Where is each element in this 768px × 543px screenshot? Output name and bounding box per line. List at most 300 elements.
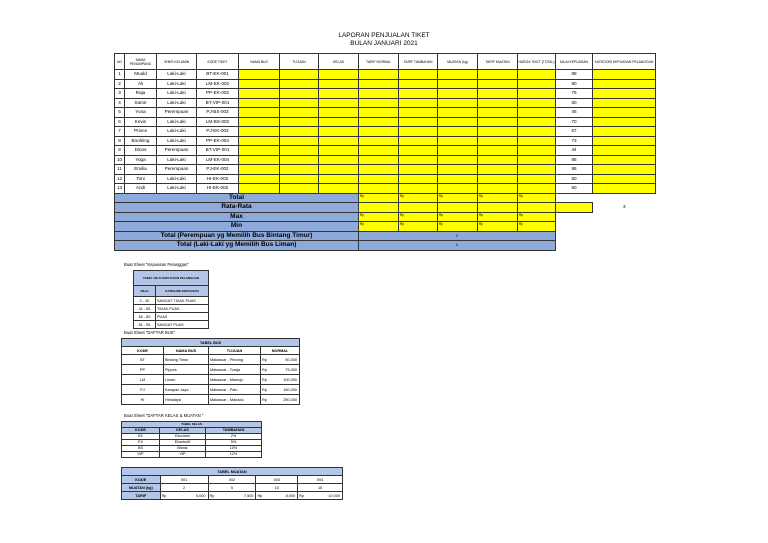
row-nilai-kepuasan: 88 [556, 70, 593, 80]
bus-tujuan: Makassar - Toraja [209, 365, 261, 375]
yellow-cell [239, 98, 280, 108]
bus-normal: 150,000 [271, 385, 300, 395]
yellow-cell [399, 127, 438, 137]
yellow-cell [239, 174, 280, 184]
yellow-cell [280, 174, 319, 184]
table-header-row [115, 54, 656, 70]
yellow-cell [438, 203, 478, 213]
table-row [115, 117, 656, 127]
kelas-kode: EX [122, 440, 160, 446]
bus-tujuan: Makassar - Manado [209, 395, 261, 405]
yellow-cell [399, 117, 438, 127]
bus-rp: Rp [261, 355, 271, 365]
yellow-cell [280, 79, 319, 89]
row-kategori-kepuasan [593, 70, 656, 80]
rp-cell: Rp [518, 222, 556, 232]
bus-nama: Liman [164, 375, 209, 385]
rp-cell: Rp [399, 222, 438, 232]
yellow-cell [399, 165, 438, 175]
column-header: KODE TIKET [197, 54, 239, 70]
kepuasan-nilai: 81 - 95 [134, 321, 156, 329]
summary-perempuan-row [115, 231, 656, 241]
yellow-cell [399, 70, 438, 80]
row-kode-tiket: LM-EK-004 [197, 155, 239, 165]
yellow-cell [478, 117, 518, 127]
bus-header-tujuan: TUJUAN [209, 347, 261, 355]
row-no: 2 [115, 79, 125, 89]
yellow-cell [319, 174, 359, 184]
row-kode-tiket: LM-BS-002 [197, 117, 239, 127]
yellow-cell [359, 155, 399, 165]
summary-total-row [115, 193, 656, 203]
muatan-tarif: 8,000 [266, 492, 297, 500]
row-kategori-kepuasan [593, 108, 656, 118]
yellow-cell [359, 79, 399, 89]
muatan-table [121, 467, 343, 500]
bus-nama: Bintang Timur [164, 355, 209, 365]
yellow-cell [239, 165, 280, 175]
row-kode-tiket: PJ-EK-003 [197, 127, 239, 137]
yellow-cell [478, 155, 518, 165]
muatan-rp: Rp [256, 492, 266, 500]
empty-cell [593, 241, 656, 251]
yellow-cell [239, 108, 280, 118]
yellow-cell [359, 127, 399, 137]
yellow-cell [239, 136, 280, 146]
kelas-nama: Bisnis [160, 446, 206, 452]
yellow-cell [438, 98, 478, 108]
bus-normal: 75,000 [271, 365, 300, 375]
yellow-cell [359, 108, 399, 118]
yellow-cell [478, 174, 518, 184]
bus-table [121, 338, 300, 405]
report-title: LAPORAN PENJUALAN TIKET [338, 32, 430, 39]
row-nama: Raja [125, 89, 157, 99]
bus-rp: Rp [261, 395, 271, 405]
yellow-cell [280, 136, 319, 146]
row-jenis-kelamin: Laki-Laki [157, 98, 197, 108]
yellow-cell [359, 89, 399, 99]
yellow-cell [478, 203, 518, 213]
yellow-cell [239, 89, 280, 99]
bus-nama: Pippos [164, 365, 209, 375]
row-nilai-kepuasan: 75 [556, 89, 593, 99]
yellow-cell [438, 184, 478, 194]
yellow-cell [478, 70, 518, 80]
bus-normal: 250,000 [271, 395, 300, 405]
column-header: NILAI KEPUASAN [556, 54, 593, 70]
note-daftar-bus: Buat Sheet "DAFTAR BUS" [124, 330, 176, 335]
yellow-cell [399, 79, 438, 89]
yellow-cell [518, 70, 556, 80]
column-header: NO [115, 54, 125, 70]
kepuasan-nilai: 0 - 40 [134, 297, 156, 305]
yellow-cell [239, 184, 280, 194]
table-row [115, 127, 656, 137]
row-nama: Samir [125, 98, 157, 108]
rp-cell: Rp [359, 193, 399, 203]
empty-cell [593, 222, 656, 232]
table-row [115, 89, 656, 99]
summary-perempuan-label: Total (Perempuan yg Memilih Bus Bintang Timur) [115, 231, 359, 241]
row-kategori-kepuasan [593, 174, 656, 184]
yellow-cell [478, 184, 518, 194]
table-row [115, 70, 656, 80]
row-no: 8 [115, 136, 125, 146]
row-nama: Ali [125, 79, 157, 89]
kepuasan-nilai: 66 - 80 [134, 313, 156, 321]
kelas-header-tambahan: TAMBAHAN [206, 428, 262, 434]
row-no: 10 [115, 155, 125, 165]
row-no: 13 [115, 184, 125, 194]
yellow-cell [438, 70, 478, 80]
column-header: NAMA PENUMPANG [125, 54, 157, 70]
yellow-cell [280, 165, 319, 175]
row-kode-tiket: LM-EK-002 [197, 79, 239, 89]
row-nama: Emilia [125, 165, 157, 175]
bus-header-normal: NORMAL [261, 347, 300, 355]
row-kategori-kepuasan [593, 136, 656, 146]
yellow-cell [319, 98, 359, 108]
yellow-cell [518, 127, 556, 137]
yellow-cell [280, 127, 319, 137]
summary-max-row [115, 212, 656, 222]
rp-cell: Rp [438, 212, 478, 222]
empty-cell [556, 241, 593, 251]
row-kategori-kepuasan [593, 155, 656, 165]
muatan-kg: 10 [256, 484, 298, 492]
summary-min-row [115, 222, 656, 232]
row-nama: Prince [125, 127, 157, 137]
kelas-tambahan: 5% [206, 440, 262, 446]
bus-tujuan: Makassar - Palu [209, 385, 261, 395]
yellow-cell [319, 165, 359, 175]
table-row [115, 98, 656, 108]
yellow-cell [239, 155, 280, 165]
kelas-nama: Eksekutif [160, 440, 206, 446]
row-no: 5 [115, 108, 125, 118]
bus-tujuan: Makassar - Mamuju [209, 375, 261, 385]
kepuasan-nilai: 41 - 65 [134, 305, 156, 313]
muatan-kode: 004 [298, 476, 343, 484]
muatan-title: TABEL MUATAN [122, 468, 343, 476]
table-row [122, 452, 262, 458]
side-value: 3 [622, 204, 626, 210]
row-jenis-kelamin: Laki-Laki [157, 79, 197, 89]
yellow-cell [518, 136, 556, 146]
empty-cell [556, 193, 593, 203]
yellow-cell [399, 155, 438, 165]
yellow-cell [280, 117, 319, 127]
yellow-cell [478, 146, 518, 156]
column-header: TARIF NORMAL [359, 54, 399, 70]
summary-laki-row [115, 241, 656, 251]
yellow-cell [399, 108, 438, 118]
row-kode-tiket: HI-EK-002 [197, 174, 239, 184]
row-jenis-kelamin: Laki-Laki [157, 89, 197, 99]
yellow-cell [280, 155, 319, 165]
table-row [115, 165, 656, 175]
kelas-kode: VIP [122, 452, 160, 458]
yellow-cell [280, 89, 319, 99]
column-header: MUATAN (kg) [438, 54, 478, 70]
yellow-cell [319, 79, 359, 89]
yellow-cell [518, 117, 556, 127]
bus-header-nama: NAMA BUS [164, 347, 209, 355]
yellow-cell [518, 155, 556, 165]
yellow-cell [280, 70, 319, 80]
table-row [115, 136, 656, 146]
rp-cell: Rp [359, 212, 399, 222]
rp-cell: Rp [478, 193, 518, 203]
empty-cell [593, 193, 656, 203]
kelas-title: TABEL KELAS [122, 422, 262, 428]
yellow-cell [478, 108, 518, 118]
yellow-cell [399, 136, 438, 146]
column-header: TARIF MUATAN [478, 54, 518, 70]
table-row [134, 297, 209, 305]
table-row [115, 146, 656, 156]
yellow-cell [518, 174, 556, 184]
muatan-kode-row [122, 476, 343, 484]
kelas-tambahan: 12% [206, 452, 262, 458]
muatan-kg: 2 [160, 484, 208, 492]
rp-cell: Rp [518, 193, 556, 203]
table-row [122, 355, 300, 365]
row-nilai-kepuasan: 70 [556, 117, 593, 127]
row-nilai-kepuasan: 44 [556, 146, 593, 156]
bus-header-kode: KODE [122, 347, 164, 355]
rp-cell: Rp [518, 212, 556, 222]
row-jenis-kelamin: Perempuan [157, 165, 197, 175]
yellow-cell [239, 70, 280, 80]
table-row [115, 184, 656, 194]
row-nilai-kepuasan: 50 [556, 184, 593, 194]
kelas-nama: VIP [160, 452, 206, 458]
yellow-cell [359, 174, 399, 184]
bus-title: TABEL BUS [122, 339, 300, 347]
column-header: KATEGORI KEPUASAN PELANGGAN [593, 54, 656, 70]
row-kategori-kepuasan [593, 184, 656, 194]
column-header: JENIS KELAMIN [157, 54, 197, 70]
table-row [122, 365, 300, 375]
row-kode-tiket: PJ-EK-002 [197, 165, 239, 175]
row-no: 9 [115, 146, 125, 156]
column-header: HARGA TIKET (TOTAL) [518, 54, 556, 70]
row-jenis-kelamin: Laki-Laki [157, 155, 197, 165]
muatan-kode: 003 [256, 476, 298, 484]
row-nama: Andi [125, 184, 157, 194]
table-row [115, 155, 656, 165]
yellow-cell [399, 203, 438, 213]
bus-rp: Rp [261, 365, 271, 375]
yellow-cell [438, 108, 478, 118]
bus-kode: PP [122, 365, 164, 375]
row-jenis-kelamin: Perempuan [157, 146, 197, 156]
yellow-cell [239, 146, 280, 156]
row-nilai-kepuasan: 90 [556, 79, 593, 89]
kepuasan-title: TABEL NILAI KEPUASAN PELANGGAN [134, 271, 209, 286]
note-kelas-muatan: Buat Sheet "DAFTAR KELAS & MUATAN " [124, 413, 204, 418]
row-jenis-kelamin: Perempuan [157, 108, 197, 118]
summary-min-label: Min [115, 222, 359, 232]
muatan-tarif: 5,000 [170, 492, 208, 500]
row-nama: Yuna [125, 108, 157, 118]
muatan-tarif: 7,500 [218, 492, 256, 500]
yellow-cell [359, 117, 399, 127]
row-jenis-kelamin: Laki-Laki [157, 136, 197, 146]
table-row [115, 79, 656, 89]
kelas-nama: Ekonomi [160, 434, 206, 440]
yellow-cell [399, 146, 438, 156]
kepuasan-kategori: TIDAK PUAS [156, 305, 209, 313]
table-row [122, 395, 300, 405]
yellow-cell [478, 136, 518, 146]
yellow-cell [280, 98, 319, 108]
yellow-cell [478, 89, 518, 99]
empty-cell [556, 222, 593, 232]
yellow-cell [239, 127, 280, 137]
yellow-cell [518, 165, 556, 175]
yellow-cell [280, 146, 319, 156]
table-row [134, 321, 209, 329]
kelas-kode: EK [122, 434, 160, 440]
summary-laki-value: 0 [359, 241, 556, 251]
row-kode-tiket: PP-EK-004 [197, 136, 239, 146]
row-no: 4 [115, 98, 125, 108]
yellow-cell [319, 117, 359, 127]
kepuasan-kategori: SANGAT TIDAK PUAS [156, 297, 209, 305]
table-row [115, 174, 656, 184]
muatan-kode-label: KODE [122, 476, 161, 484]
yellow-cell [438, 127, 478, 137]
kelas-tambahan: 2% [206, 434, 262, 440]
yellow-cell [518, 98, 556, 108]
row-no: 7 [115, 127, 125, 137]
yellow-cell [518, 89, 556, 99]
row-nama: Toni [125, 174, 157, 184]
yellow-cell [359, 98, 399, 108]
bus-kode: HI [122, 395, 164, 405]
yellow-cell [438, 89, 478, 99]
rp-cell: Rp [478, 212, 518, 222]
rp-cell: Rp [399, 212, 438, 222]
yellow-cell [319, 136, 359, 146]
rp-cell: Rp [438, 193, 478, 203]
row-no: 3 [115, 89, 125, 99]
yellow-cell [438, 136, 478, 146]
yellow-cell [319, 89, 359, 99]
bus-kode: PJ [122, 385, 164, 395]
yellow-cell [478, 165, 518, 175]
yellow-cell [518, 79, 556, 89]
row-kode-tiket: BT-VIP-001 [197, 146, 239, 156]
table-row [122, 375, 300, 385]
yellow-cell [359, 184, 399, 194]
row-jenis-kelamin: Laki-Laki [157, 184, 197, 194]
column-header: NAMA BUS [239, 54, 280, 70]
kepuasan-kategori: SANGAT PUAS [156, 321, 209, 329]
bus-nama: Himalaya [164, 395, 209, 405]
row-nilai-kepuasan: 73 [556, 136, 593, 146]
table-row [134, 305, 209, 313]
muatan-rp: Rp [160, 492, 170, 500]
yellow-cell [478, 98, 518, 108]
row-nilai-kepuasan: 85 [556, 155, 593, 165]
rp-cell: Rp [438, 222, 478, 232]
table-row [115, 108, 656, 118]
yellow-cell [319, 184, 359, 194]
yellow-cell [556, 203, 593, 213]
yellow-cell [359, 146, 399, 156]
kelas-tambahan: 10% [206, 446, 262, 452]
yellow-cell [399, 89, 438, 99]
muatan-kg-label: MUATAN (kg) [122, 484, 161, 492]
bus-normal: 50,000 [271, 355, 300, 365]
note-kepuasan: Buat Sheet "Kepuasan Pelanggan" [124, 262, 189, 267]
yellow-cell [319, 155, 359, 165]
kelas-kode: BS [122, 446, 160, 452]
kepuasan-header-kategori: KATEGORI KEPUASAN [156, 286, 209, 297]
bus-tujuan: Makassar - Pinrang [209, 355, 261, 365]
row-nilai-kepuasan: 95 [556, 165, 593, 175]
muatan-rp: Rp [208, 492, 218, 500]
row-nama: Boohiing [125, 136, 157, 146]
summary-rata-label: Rata-Rata [115, 203, 359, 213]
yellow-cell [399, 184, 438, 194]
yellow-cell [280, 184, 319, 194]
yellow-cell [518, 184, 556, 194]
yellow-cell [399, 174, 438, 184]
yellow-cell [239, 79, 280, 89]
kepuasan-kategori: PUAS [156, 313, 209, 321]
row-nilai-kepuasan: 67 [556, 127, 593, 137]
bus-nama: Karapan Jaya [164, 385, 209, 395]
kepuasan-header-nilai: NILAI [134, 286, 156, 297]
row-kategori-kepuasan [593, 98, 656, 108]
row-no: 12 [115, 174, 125, 184]
sales-table [114, 53, 656, 251]
summary-perempuan-value: 0 [359, 231, 556, 241]
row-kategori-kepuasan [593, 127, 656, 137]
row-no: 1 [115, 70, 125, 80]
kelas-table [121, 421, 262, 458]
report-subtitle: BULAN JANUARI 2021 [350, 40, 418, 47]
muatan-tarif-row [122, 492, 343, 500]
summary-max-label: Max [115, 212, 359, 222]
row-kategori-kepuasan [593, 146, 656, 156]
yellow-cell [319, 108, 359, 118]
yellow-cell [239, 117, 280, 127]
row-nama: Yoga [125, 155, 157, 165]
row-nama: Kevin [125, 117, 157, 127]
bus-rp: Rp [261, 385, 271, 395]
muatan-tarif-label: TARIF [122, 492, 161, 500]
row-jenis-kelamin: Laki-Laki [157, 127, 197, 137]
yellow-cell [319, 146, 359, 156]
yellow-cell [438, 117, 478, 127]
muatan-tarif: 10,000 [308, 492, 342, 500]
column-header: KELAS [319, 54, 359, 70]
yellow-cell [399, 98, 438, 108]
bus-rp: Rp [261, 375, 271, 385]
yellow-cell [280, 108, 319, 118]
muatan-kg-row [122, 484, 343, 492]
rp-cell: Rp [399, 193, 438, 203]
summary-total-label: Total [115, 193, 359, 203]
yellow-cell [359, 136, 399, 146]
yellow-cell [438, 79, 478, 89]
